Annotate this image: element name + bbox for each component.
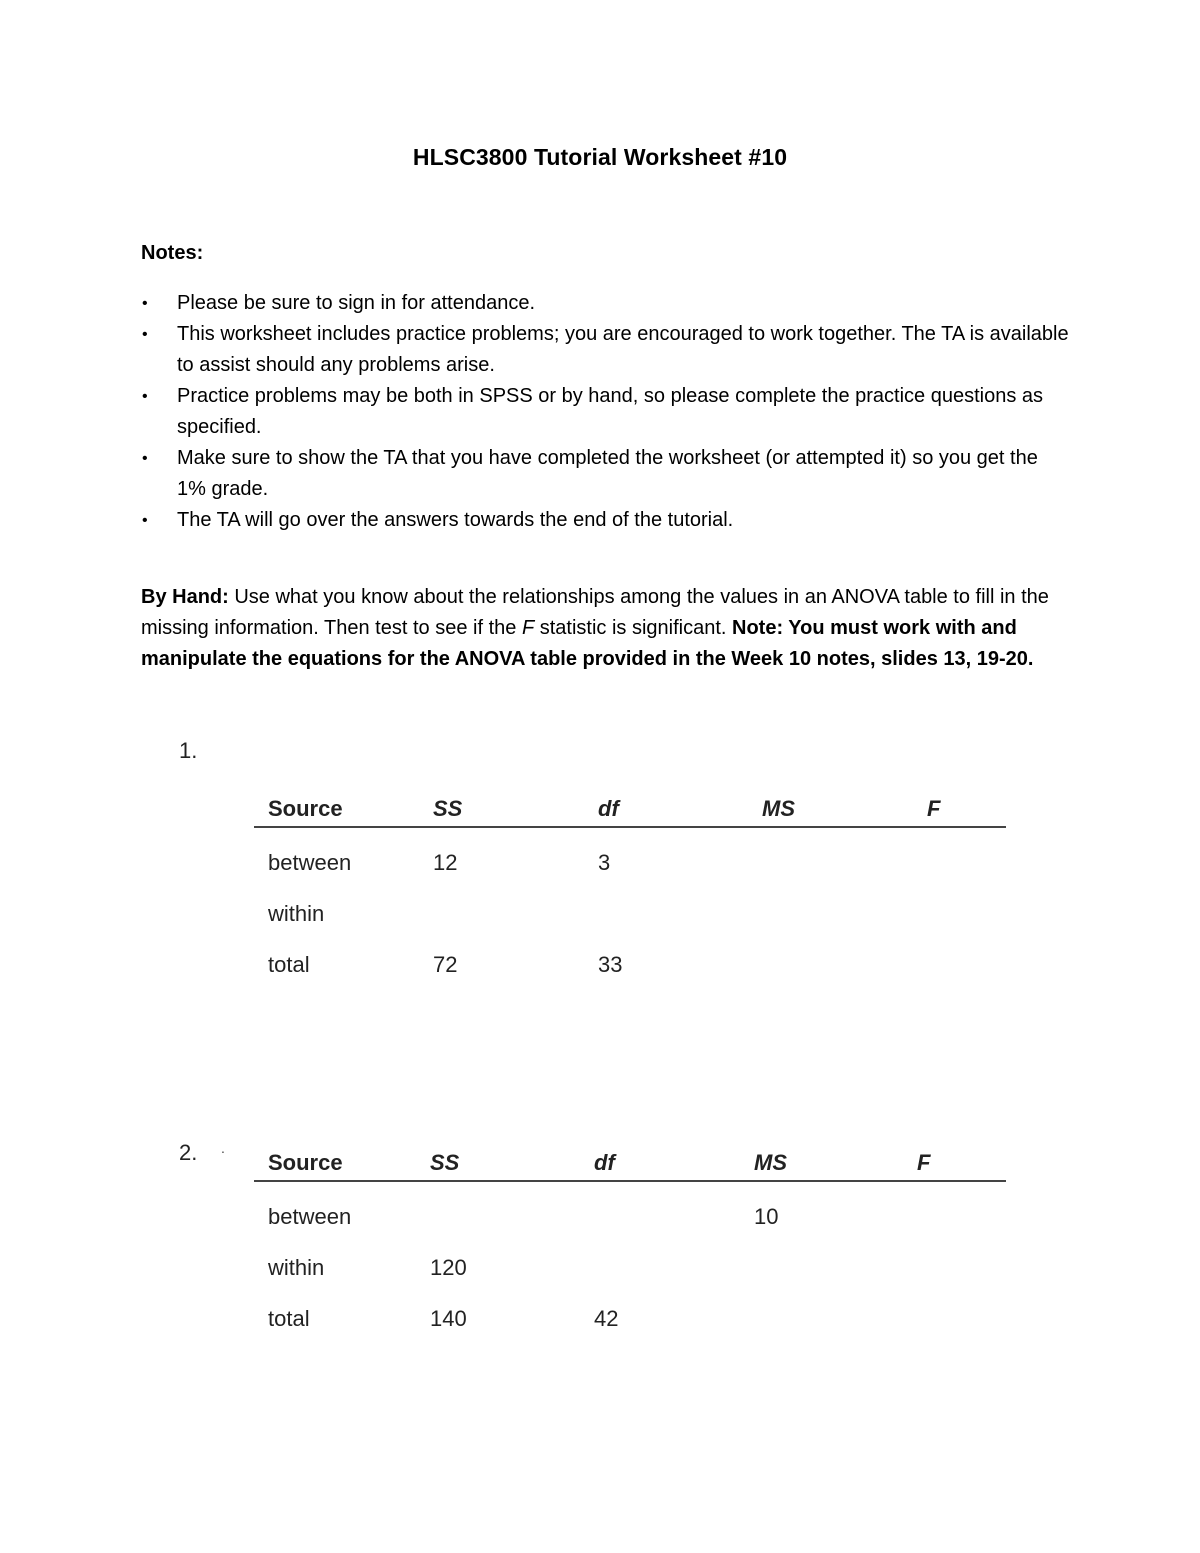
note-text: Make sure to show the TA that you have completed the worksheet (or attempted it) so you get the 1% grade. <box>177 447 1038 500</box>
header-source: Source <box>268 1150 343 1175</box>
table-row <box>254 1204 1006 1255</box>
table-row <box>254 901 1006 952</box>
bullet-icon: • <box>142 512 148 529</box>
instructions-paragraph <box>141 582 1071 675</box>
cell-source: between <box>268 850 352 875</box>
instructions-text: Use what you know about the relationships among the values in an ANOVA table to fill in the missing information. Then test to see if the <box>141 586 1049 639</box>
note-item <box>141 288 1071 319</box>
cell-source: within <box>268 1255 325 1280</box>
cell-source: total <box>268 1306 310 1331</box>
note-label: Note: <box>732 617 784 639</box>
note-text: Practice problems may be both in SPSS or by hand, so please complete the practice questions as specified. <box>177 385 1044 438</box>
document-title: HLSC3800 Tutorial Worksheet #10 <box>412 144 788 170</box>
note-item <box>141 319 1071 381</box>
cell-ss: 12 <box>433 850 458 875</box>
problem-number: 2. <box>179 1140 198 1165</box>
cell-source: within <box>268 901 325 926</box>
header-ss: SS <box>433 796 463 821</box>
cell-ss: 140 <box>430 1306 467 1331</box>
table-header <box>254 1150 1006 1182</box>
anova-table <box>254 796 1006 1003</box>
cell-df: 33 <box>598 952 623 977</box>
anova-table <box>254 1150 1006 1357</box>
cell-source: total <box>268 952 310 977</box>
table-row <box>254 952 1006 1003</box>
table-header <box>254 796 1006 828</box>
note-item <box>141 505 1071 536</box>
header-source: Source <box>268 796 343 821</box>
note-item <box>141 443 1071 505</box>
header-ms: MS <box>762 796 795 821</box>
stray-mark: . <box>221 1140 225 1156</box>
cell-ms: 10 <box>754 1204 779 1229</box>
header-ss: SS <box>430 1150 460 1175</box>
bullet-icon: • <box>142 450 148 467</box>
header-f: F <box>917 1150 931 1175</box>
cell-ss: 120 <box>430 1255 467 1280</box>
cell-ss: 72 <box>433 952 458 977</box>
table-row <box>254 850 1006 901</box>
note-text: Please be sure to sign in for attendance. <box>177 292 536 314</box>
bullet-icon: • <box>142 326 148 343</box>
instructions-text-continued: statistic is significant. <box>534 617 732 639</box>
note-item <box>141 381 1071 443</box>
f-symbol: F <box>521 617 535 639</box>
table-row <box>254 1306 1006 1357</box>
note-text: This worksheet includes practice problems; you are encouraged to work together. The TA is available to assist should any problems arise. <box>177 323 1069 376</box>
problem-number: 1. <box>179 738 198 763</box>
by-hand-label: By Hand: <box>141 586 229 608</box>
notes-list <box>141 288 1071 536</box>
bullet-icon: • <box>142 295 148 312</box>
cell-df: 3 <box>598 850 611 875</box>
header-f: F <box>927 796 941 821</box>
table-row <box>254 1255 1006 1306</box>
notes-heading: Notes: <box>141 242 204 264</box>
note-text: The TA will go over the answers towards the end of the tutorial. <box>177 509 734 531</box>
bullet-icon: • <box>142 388 148 405</box>
cell-df: 42 <box>594 1306 619 1331</box>
header-ms: MS <box>754 1150 787 1175</box>
note-text-bold: You must work with and manipulate the equations for the ANOVA table provided in the Week 10 notes, slides 13, 19-20. <box>141 617 1034 670</box>
header-df: df <box>598 796 619 821</box>
cell-source: between <box>268 1204 352 1229</box>
header-df: df <box>594 1150 615 1175</box>
